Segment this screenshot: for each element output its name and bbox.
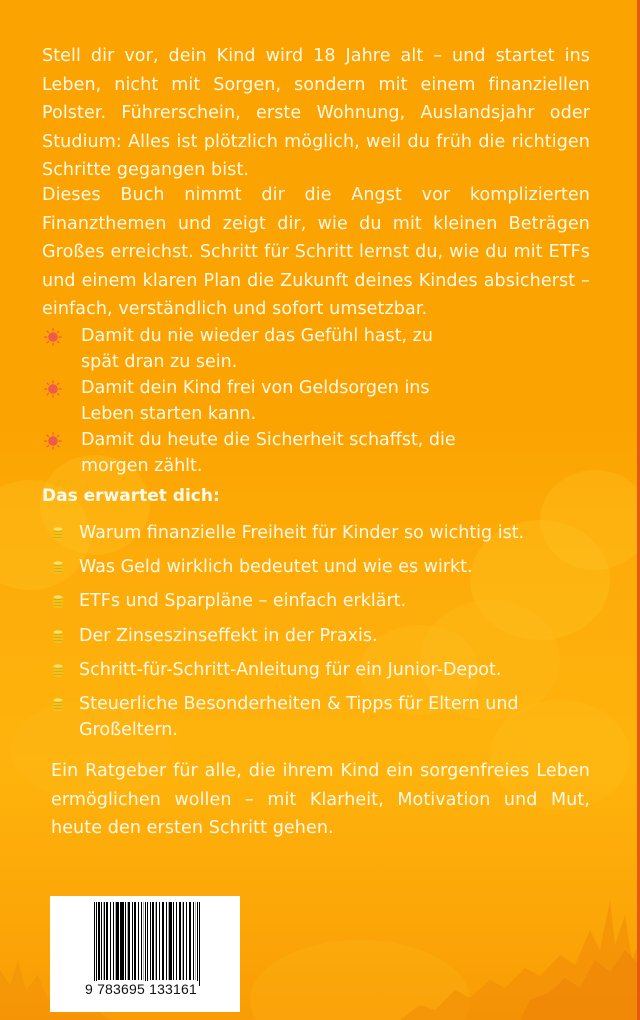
intro-paragraph-2: Dieses Buch nimmt dir die Angst vor komplizierten Finanzthemen und zeigt dir, wie du mit kleinen Beträgen Großes erreichst. Schritt für Schritt lernst du, wie du mit ETFs und einem klaren Plan die Zukunft deines Kindes absicherst – einfach, verständlich und sofort umsetzbar.	[42, 185, 590, 320]
expectations-list	[42, 520, 562, 751]
sun-icon	[44, 380, 62, 398]
expectation-text: ETFs und Sparpläne – einfach erklärt.	[79, 591, 407, 612]
coin-stack-icon	[52, 560, 64, 575]
coin-stack-icon	[52, 594, 64, 609]
expectation-text: Steuerliche Besonderheiten & Tipps für Eltern und Großeltern.	[79, 693, 519, 740]
expectation-item	[42, 520, 562, 546]
intro-paragraph-1: Stell dir vor, dein Kind wird 18 Jahre alt – und startet ins Leben, nicht mit Sorgen, sondern mit einem finanziellen Polster. Führerschein, erste Wohnung, Auslandsjahr oder Studium: Alles ist plötzlich möglich, weil du früh die richtigen Schritte gegangen bist.	[42, 46, 590, 181]
benefits-list	[42, 323, 462, 479]
expectation-item	[42, 657, 562, 683]
benefit-text: Damit du nie wieder das Gefühl hast, zu spät dran zu sein.	[81, 326, 433, 372]
coin-stack-icon	[52, 663, 64, 678]
benefit-item	[42, 323, 462, 375]
isbn-number: 9 783695 133161	[85, 981, 197, 997]
barcode-bars-icon	[94, 902, 200, 986]
expectation-text: Der Zinseszinseffekt in der Praxis.	[79, 625, 378, 646]
sun-icon	[44, 328, 62, 346]
expectation-item	[42, 588, 562, 614]
expectation-text: Schritt-für-Schritt-Anleitung für ein Junior-Depot.	[79, 659, 502, 680]
coin-stack-icon	[52, 629, 64, 644]
benefit-text: Damit dein Kind frei von Geldsorgen ins Leben starten kann.	[81, 378, 430, 424]
expectation-item	[42, 691, 562, 743]
coin-stack-icon	[52, 697, 64, 712]
background-cloud	[250, 940, 470, 1020]
isbn-barcode	[50, 896, 240, 1012]
sun-icon	[44, 432, 62, 450]
expectations-heading: Das erwartet dich:	[42, 486, 220, 506]
benefit-item	[42, 427, 462, 479]
benefit-item	[42, 375, 462, 427]
expectation-item	[42, 623, 562, 649]
expectation-item	[42, 554, 562, 580]
coin-stack-icon	[52, 526, 64, 541]
benefit-text: Damit du heute die Sicherheit schaffst, die morgen zählt.	[81, 430, 456, 476]
expectation-text: Warum finanzielle Freiheit für Kinder so wichtig ist.	[79, 523, 525, 543]
expectation-text: Was Geld wirklich bedeutet und wie es wirkt.	[79, 557, 473, 578]
closing-paragraph: Ein Ratgeber für alle, die ihrem Kind ein sorgenfreies Leben ermöglichen wollen – mit Klarheit, Motivation und Mut, heute den ersten Schritt gehen.	[51, 761, 590, 839]
grass-silhouette-icon	[400, 860, 640, 1020]
